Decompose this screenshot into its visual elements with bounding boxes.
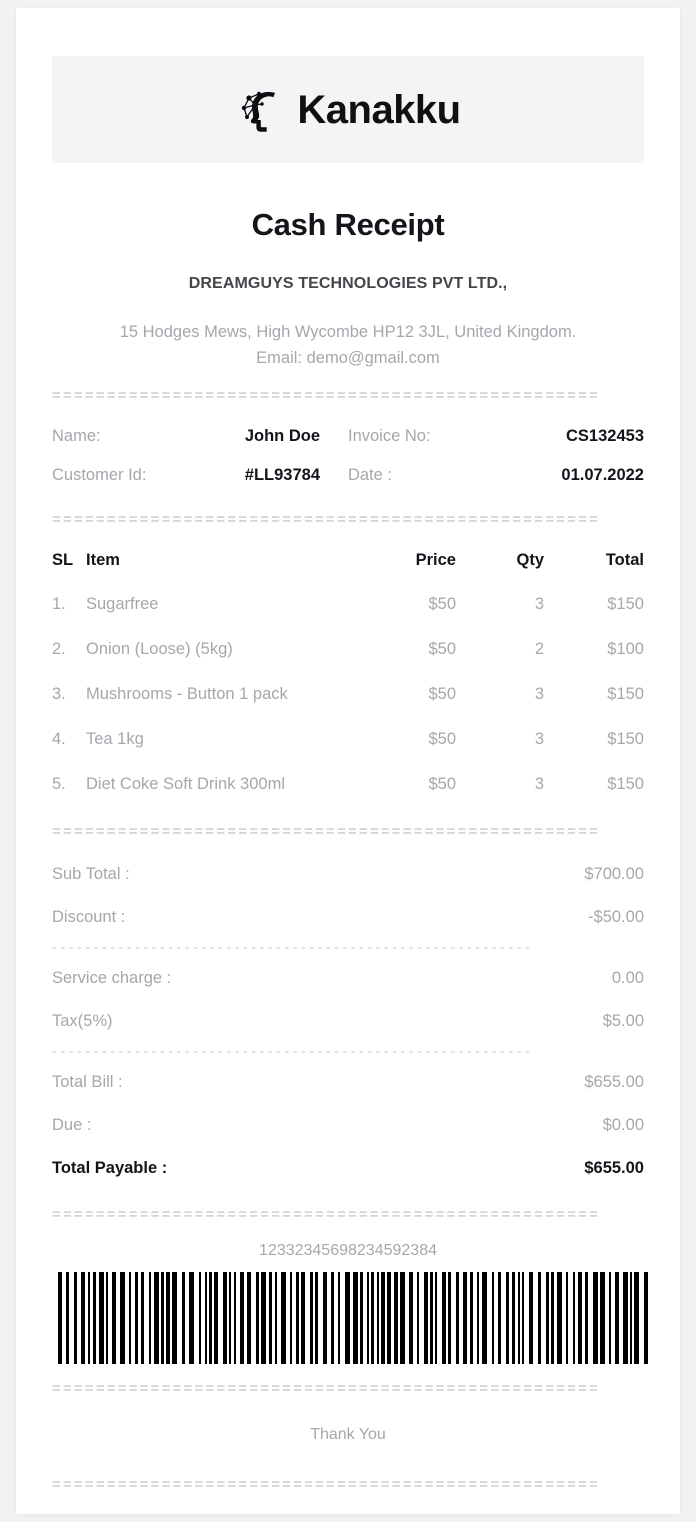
total-bill-label: Total Bill : — [52, 1073, 123, 1091]
separator-equals: ================================================== — [52, 387, 600, 404]
logo-wrap — [235, 84, 460, 136]
cell-price: $50 — [428, 640, 456, 658]
payable-value: $655.00 — [584, 1159, 644, 1177]
tax-label: Tax(5%) — [52, 1012, 113, 1030]
service-value: 0.00 — [611, 969, 644, 987]
cell-price: $50 — [428, 730, 456, 748]
cell-item: Mushrooms - Button 1 pack — [86, 685, 288, 703]
subtotal-value: $700.00 — [584, 865, 644, 883]
header-qty: Qty — [516, 551, 544, 569]
cell-qty: 3 — [534, 730, 544, 748]
cell-price: $50 — [428, 685, 456, 703]
company-address — [52, 319, 644, 371]
receipt-inner — [16, 8, 680, 1494]
cell-item: Onion (Loose) (5kg) — [86, 640, 233, 658]
meta-customer-id — [52, 466, 348, 485]
cell-total: $150 — [607, 775, 644, 793]
totals-row-payable — [52, 1147, 644, 1190]
cell-qty: 3 — [534, 775, 544, 793]
header-total: Total — [605, 551, 644, 569]
name-label: Name: — [52, 427, 101, 445]
customer-id-label: Customer Id: — [52, 466, 147, 484]
items-table — [52, 541, 644, 807]
cell-item: Sugarfree — [86, 595, 159, 613]
meta-row-customer — [52, 456, 644, 495]
barcode-image — [58, 1272, 650, 1364]
cell-sl: 4. — [52, 730, 66, 748]
table-row — [52, 627, 644, 672]
barcode-number: 12332345698234592384 — [259, 1242, 437, 1259]
totals-row-due — [52, 1104, 644, 1147]
separator-equals-3: ================================================== — [52, 823, 600, 840]
meta-date — [348, 466, 644, 485]
discount-value: -$50.00 — [588, 908, 644, 926]
cell-item: Tea 1kg — [86, 730, 144, 748]
cell-total: $150 — [607, 730, 644, 748]
subtotal-label: Sub Total : — [52, 865, 130, 883]
invoice-value: CS132453 — [566, 427, 644, 445]
company-name: DREAMGUYS TECHNOLOGIES PVT LTD., — [188, 275, 508, 292]
totals-row-subtotal — [52, 853, 644, 896]
separator-dashes-1: ---------------------------------------------------------- — [52, 939, 534, 956]
meta-name — [52, 427, 348, 446]
cell-item: Diet Coke Soft Drink 300ml — [86, 775, 285, 793]
cell-total: $100 — [607, 640, 644, 658]
separator-equals-4: ================================================== — [52, 1206, 600, 1223]
table-row — [52, 717, 644, 762]
cell-sl: 1. — [52, 595, 66, 613]
cell-qty: 3 — [534, 595, 544, 613]
head-network-icon — [235, 84, 287, 136]
header-sl: SL — [52, 551, 74, 569]
cell-price: $50 — [428, 595, 456, 613]
discount-label: Discount : — [52, 908, 126, 926]
table-row — [52, 762, 644, 807]
due-value: $0.00 — [602, 1116, 644, 1134]
cell-sl: 5. — [52, 775, 66, 793]
name-value: John Doe — [244, 427, 320, 445]
header-item: Item — [86, 551, 120, 569]
date-value: 01.07.2022 — [561, 466, 644, 484]
table-header-row — [52, 541, 644, 582]
receipt-card — [16, 8, 680, 1514]
totals-row-discount — [52, 896, 644, 939]
separator-equals-5: ================================================== — [52, 1380, 600, 1397]
service-label: Service charge : — [52, 969, 172, 987]
cell-total: $150 — [607, 685, 644, 703]
cell-sl: 3. — [52, 685, 66, 703]
total-bill-value: $655.00 — [584, 1073, 644, 1091]
totals-row-bill — [52, 1061, 644, 1104]
table-row — [52, 672, 644, 717]
address-line-1: 15 Hodges Mews, High Wycombe HP12 3JL, United Kingdom. — [119, 323, 577, 341]
cell-price: $50 — [428, 775, 456, 793]
cell-total: $150 — [607, 595, 644, 613]
due-label: Due : — [52, 1116, 92, 1134]
payable-label: Total Payable : — [52, 1159, 168, 1177]
table-row — [52, 582, 644, 627]
separator-dashes-2: ---------------------------------------------------------- — [52, 1043, 534, 1060]
thank-you-text: Thank You — [310, 1426, 386, 1443]
cell-sl: 2. — [52, 640, 66, 658]
cell-qty: 2 — [534, 640, 544, 658]
totals-row-service — [52, 957, 644, 1000]
page-title: Cash Receipt — [251, 207, 445, 242]
date-label: Date : — [348, 466, 393, 484]
meta-invoice — [348, 427, 644, 446]
meta-row-name — [52, 417, 644, 456]
tax-value: $5.00 — [602, 1012, 644, 1030]
totals-row-tax — [52, 1000, 644, 1043]
separator-equals-6: ================================================== — [52, 1476, 600, 1493]
brand-header — [52, 56, 644, 163]
header-price: Price — [415, 551, 456, 569]
invoice-label: Invoice No: — [348, 427, 431, 445]
brand-name: Kanakku — [297, 87, 461, 132]
address-line-2: Email: demo@gmail.com — [256, 349, 440, 367]
customer-id-value: #LL93784 — [244, 466, 320, 484]
cell-qty: 3 — [534, 685, 544, 703]
separator-equals-2: ================================================== — [52, 511, 600, 528]
